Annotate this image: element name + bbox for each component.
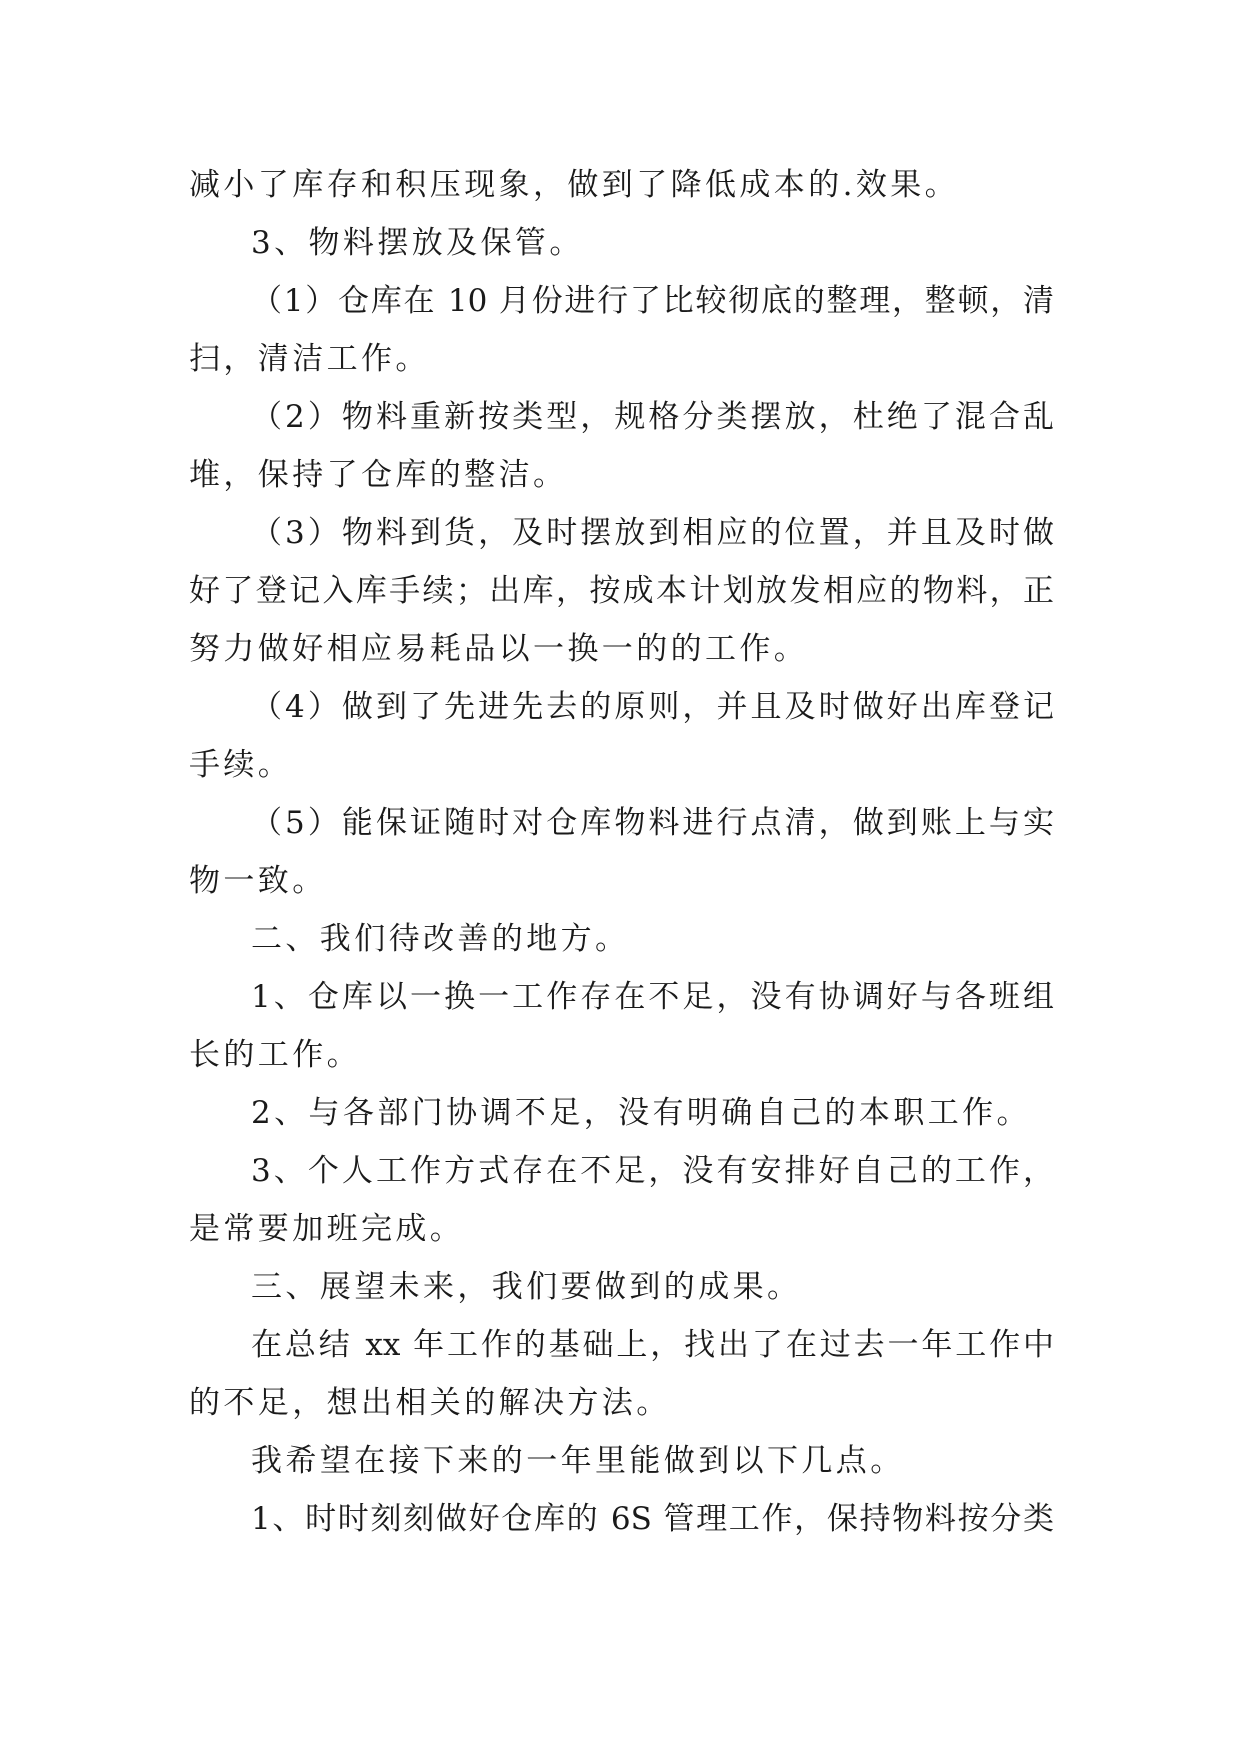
text-line-17: 2、与各部门协调不足，没有明确自己的本职工作。 xyxy=(251,1095,1031,1131)
text-line-9: 努力做好相应易耗品以一换一的的工作。 xyxy=(189,631,809,667)
text-line-20: 三、展望未来，我们要做到的成果。 xyxy=(251,1269,802,1305)
text-line-1: 减小了库存和积压现象，做到了降低成本的.效果。 xyxy=(189,167,960,203)
text-line-10: （4）做到了先进先去的原则，并且及时做好出库登记 xyxy=(251,689,1054,725)
text-line-11: 手续。 xyxy=(189,747,293,783)
text-line-6: 堆，保持了仓库的整洁。 xyxy=(189,457,568,493)
text-line-24: 1、时时刻刻做好仓库的 6S 管理工作，保持物料按分类 xyxy=(251,1501,1054,1537)
text-line-16: 长的工作。 xyxy=(189,1037,361,1073)
document-page xyxy=(189,156,1054,1548)
text-line-21: 在总结 xx 年工作的基础上，找出了在过去一年工作中 xyxy=(251,1327,1054,1363)
text-line-5: （2）物料重新按类型，规格分类摆放，杜绝了混合乱 xyxy=(251,399,1054,435)
text-line-22: 的不足，想出相关的解决方法。 xyxy=(189,1385,671,1421)
text-line-4: 扫，清洁工作。 xyxy=(189,341,430,377)
text-line-7: （3）物料到货，及时摆放到相应的位置，并且及时做 xyxy=(251,515,1054,551)
text-line-18: 3、个人工作方式存在不足，没有安排好自己的工作， xyxy=(251,1153,1054,1189)
text-line-23: 我希望在接下来的一年里能做到以下几点。 xyxy=(251,1443,905,1479)
text-line-12: （5）能保证随时对仓库物料进行点清，做到账上与实 xyxy=(251,805,1054,841)
text-line-3: （1）仓库在 10 月份进行了比较彻底的整理，整顿，清 xyxy=(251,283,1054,319)
text-line-2: 3、物料摆放及保管。 xyxy=(251,225,584,261)
text-line-13: 物一致。 xyxy=(189,863,327,899)
text-line-8: 好了登记入库手续；出库，按成本计划放发相应的物料，正 xyxy=(189,573,1054,609)
text-line-19: 是常要加班完成。 xyxy=(189,1211,465,1247)
text-line-15: 1、仓库以一换一工作存在不足，没有协调好与各班组 xyxy=(251,979,1054,1015)
text-line-14: 二、我们待改善的地方。 xyxy=(251,921,630,957)
